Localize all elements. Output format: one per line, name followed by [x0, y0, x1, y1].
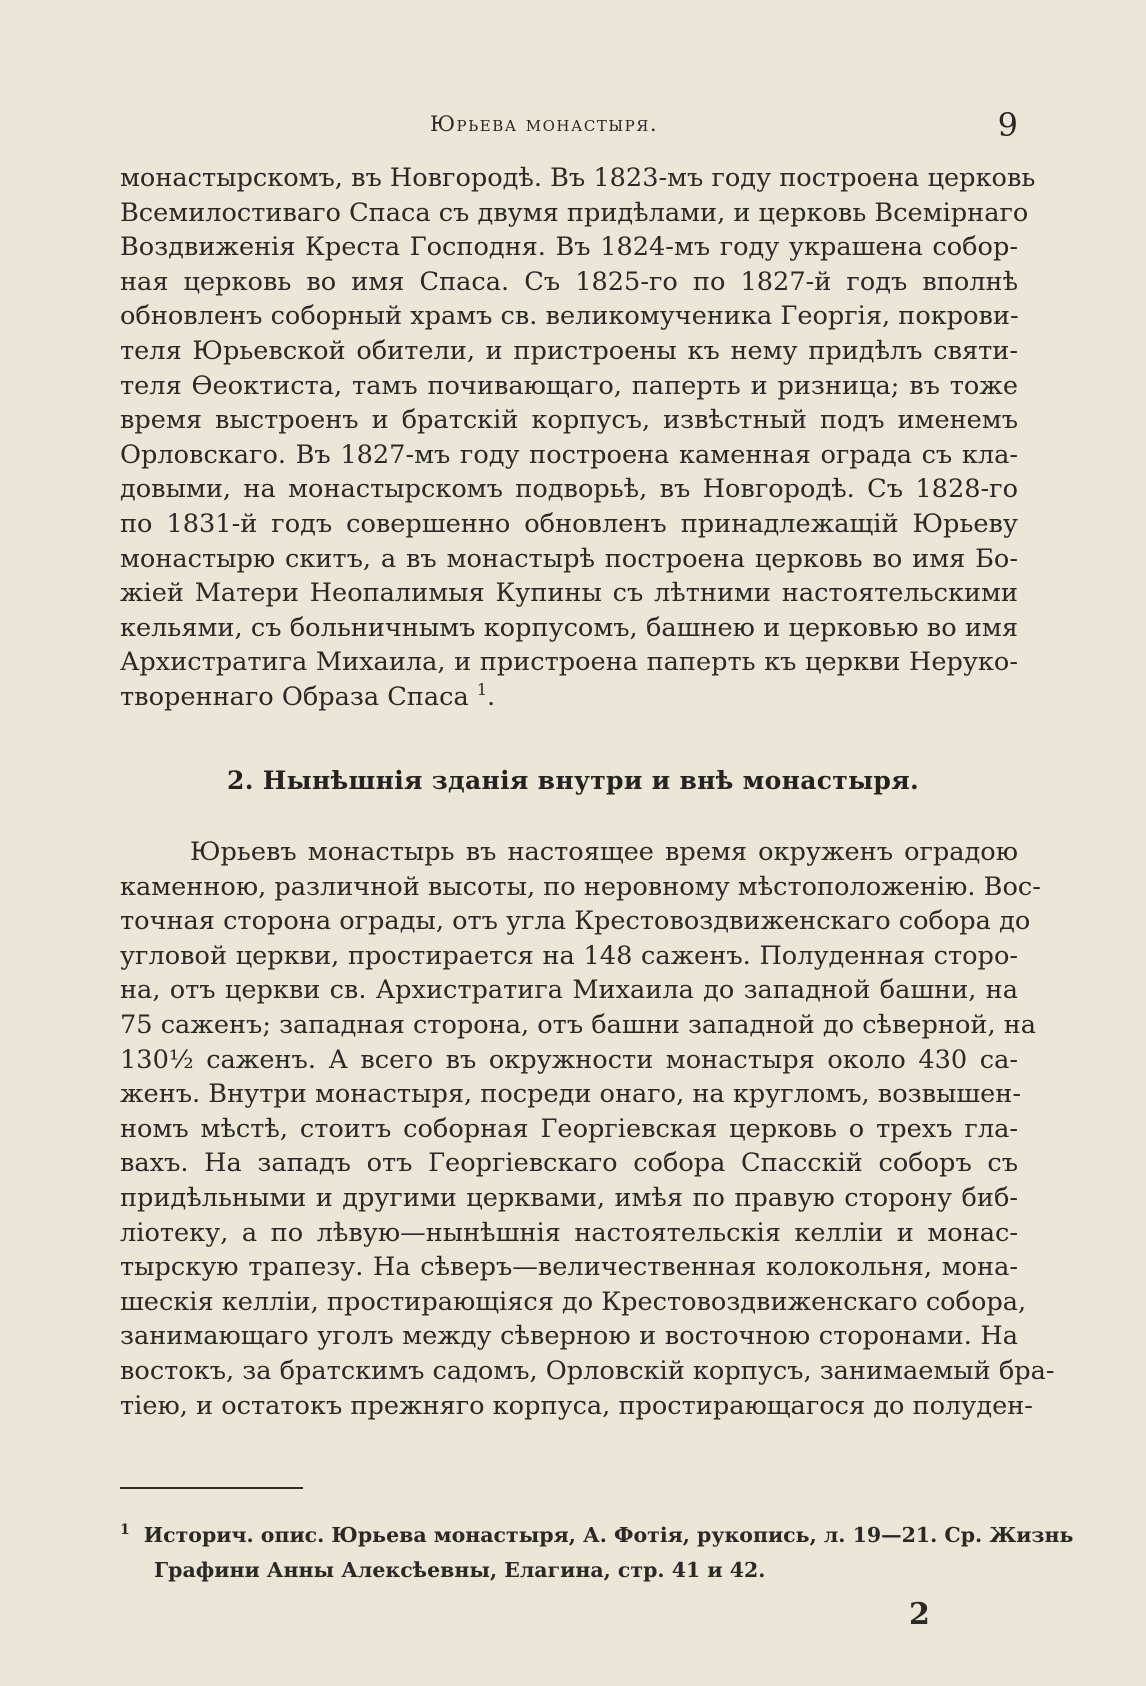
- text-line: точная сторона ограды, отъ угла Крестовоздвиженскаго собора до: [120, 906, 1031, 937]
- text-line: довыми, на монастырскомъ подворьѣ, въ Новгородѣ. Съ 1828-го: [120, 474, 1018, 505]
- text-line: придѣльными и другими церквами, имѣя по правую сторону биб-: [120, 1182, 1018, 1213]
- footnote-text: Историч. опис. Юрьева монастыря, А. Фотія, рукопись, л. 19—21. Ср. Жизнь: [143, 1523, 1074, 1547]
- text-line: ная церковь во имя Спаса. Съ 1825-го по 1827-й годъ вполнѣ: [120, 266, 1018, 297]
- text-line: время выстроенъ и братскій корпусъ, извѣстный подъ именемъ: [120, 405, 1018, 436]
- text-line: монастырскомъ, въ Новгородѣ. Въ 1823-мъ году построена церковь: [120, 163, 1036, 193]
- text-line: занимающаго уголъ между сѣверною и восточною сторонами. На: [120, 1321, 1018, 1352]
- running-head: [0, 106, 1146, 146]
- text-line: на, отъ церкви св. Архистратига Михаила до западной башни, на: [120, 975, 1018, 1006]
- page-number: 9: [997, 106, 1018, 144]
- section-heading: 2. Нынѣшнія зданія внутри и внѣ монастыря.: [227, 766, 919, 795]
- text-line: шескія келліи, простирающіяся до Крестовоздвиженскаго собора,: [120, 1286, 1027, 1317]
- footnote-divider: [120, 1487, 303, 1489]
- text-line: монастырю скитъ, а въ монастырѣ построена церковь во имя Бо-: [120, 543, 1018, 574]
- footnote-line: [120, 1513, 1074, 1553]
- text-line: Орловскаго. Въ 1827-мъ году построена каменная ограда съ кла-: [120, 439, 1018, 470]
- text-line: востокъ, за братскимъ садомъ, Орловскій корпусъ, занимаемый бра-: [120, 1355, 1055, 1386]
- running-title: Юрьева монастыря.: [430, 112, 658, 136]
- text-line: тырскую трапезу. На сѣверъ—величественная колокольня, мона-: [120, 1252, 1018, 1283]
- text-line: номъ мѣстѣ, стоитъ соборная Георгіевская церковь о трехъ гла-: [120, 1113, 1018, 1144]
- text-line-last: твореннаго Образа Спаса $^1$.: [120, 679, 496, 712]
- text-line: теля Юрьевской обители, и пристроены къ нему придѣлъ святи-: [120, 335, 1018, 366]
- text-line-first: Юрьевъ монастырь въ настоящее время окруженъ оградою: [190, 837, 1018, 867]
- footnote-marker: 1: [120, 1522, 130, 1538]
- text-line: каменною, различной высоты, по неровному мѣстоположенію. Вос-: [120, 871, 1041, 902]
- signature-mark: 2: [909, 1597, 930, 1632]
- footnote-line: Графини Анны Алексѣевны, Елагина, стр. 41 и 42.: [154, 1558, 766, 1582]
- text-line: тіею, и остатокъ прежняго корпуса, простирающагося до полуден-: [120, 1390, 1033, 1421]
- text-line: обновленъ соборный храмъ св. великомученика Георгія, покрови-: [120, 301, 1019, 332]
- paragraph: [120, 835, 1055, 1423]
- text-line: жіей Матери Неопалимыя Купины съ лѣтними настоятельскими: [120, 578, 1018, 609]
- text-line: теля Ѳеоктиста, тамъ почивающаго, паперть и ризница; въ тоже: [120, 370, 1018, 401]
- text-line: Воздвиженія Креста Господня. Въ 1824-мъ году украшена собор-: [120, 232, 1018, 263]
- text-line: 130½ саженъ. А всего въ окружности монастыря около 430 са-: [120, 1044, 1018, 1075]
- text-line: вахъ. На западъ отъ Георгіевскаго собора Спасскій соборъ съ: [120, 1148, 1018, 1179]
- text-line: угловой церкви, простирается на 148 саженъ. Полуденная сторо-: [120, 940, 1018, 971]
- text-line-content: твореннаго Образа Спаса: [120, 681, 469, 712]
- paragraph-continued: [120, 161, 1036, 715]
- text-line: по 1831-й годъ совершенно обновленъ принадлежащій Юрьеву: [120, 508, 1018, 539]
- footnote-reference[interactable]: 1: [476, 679, 488, 699]
- text-line: ліотеку, а по лѣвую—нынѣшнія настоятельскія келліи и монас-: [120, 1217, 1018, 1248]
- text-line: женъ. Внутри монастыря, посреди онаго, на кругломъ, возвышен-: [120, 1079, 1021, 1110]
- text-line: 75 саженъ; западная сторона, отъ башни западной до сѣверной, на: [120, 1009, 1037, 1040]
- text-line: кельями, съ больничнымъ корпусомъ, башнею и церковью во имя: [120, 612, 1018, 643]
- text-line: Всемилостиваго Спаса съ двумя придѣлами, и церковь Всемірнаго: [120, 197, 1029, 228]
- footnote: [120, 1513, 1074, 1588]
- text-line: Архистратига Михаила, и пристроена паперть къ церкви Нерукo-: [120, 647, 1018, 678]
